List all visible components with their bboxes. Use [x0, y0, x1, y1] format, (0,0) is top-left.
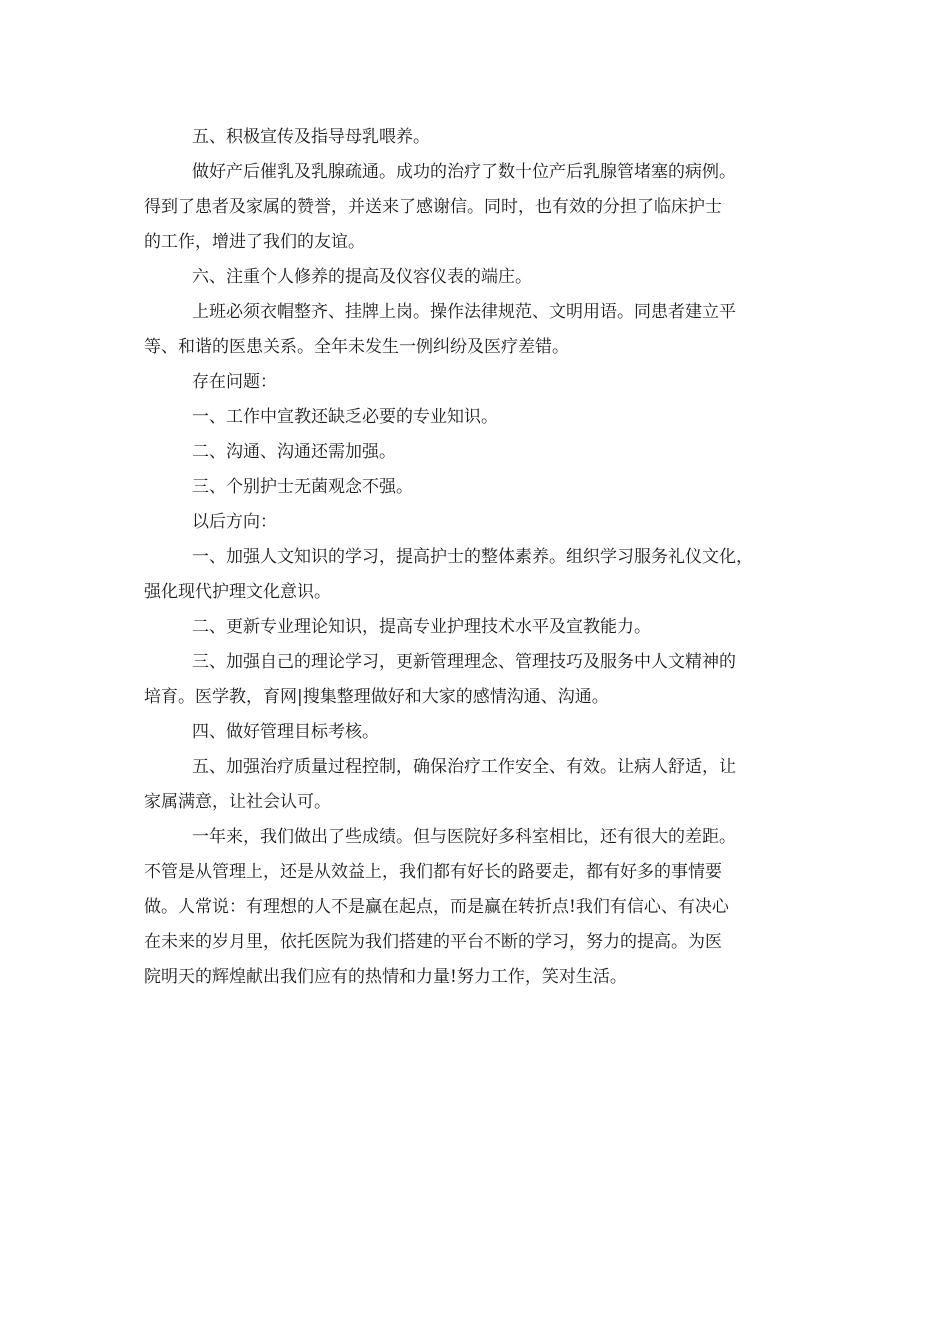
- text-line: 家属满意，让社会认可。: [144, 792, 331, 812]
- text-line: 上班必须衣帽整齐、挂牌上岗。操作法律规范、文明用语。同患者建立平: [192, 302, 736, 322]
- text-line: 一、工作中宣教还缺乏必要的专业知识。: [192, 407, 498, 427]
- text-line: 做。人常说：有理想的人不是赢在起点，而是赢在转折点!我们有信心、有决心: [144, 897, 729, 917]
- text-line: 五、加强治疗质量过程控制，确保治疗工作安全、有效。让病人舒适，让: [192, 757, 736, 777]
- text-line: 四、做好管理目标考核。: [192, 722, 379, 742]
- text-line: 培育。医学教，育网|搜集整理做好和大家的感情沟通、沟通。: [144, 687, 609, 707]
- text-line: 等、和谐的医患关系。全年未发生一例纠纷及医疗差错。: [144, 337, 569, 357]
- text-line: 一年来，我们做出了些成绩。但与医院好多科室相比，还有很大的差距。: [192, 827, 736, 847]
- text-line: 在未来的岁月里，依托医院为我们搭建的平台不断的学习，努力的提高。为医: [144, 932, 722, 952]
- text-line: 不管是从管理上，还是从效益上，我们都有好长的路要走，都有好多的事情要: [144, 862, 722, 882]
- text-line: 三、个别护士无菌观念不强。: [192, 477, 413, 497]
- text-line: 二、更新专业理论知识，提高专业护理技术水平及宣教能力。: [192, 617, 651, 637]
- text-line: 强化现代护理文化意识。: [144, 582, 331, 602]
- text-line: 做好产后催乳及乳腺疏通。成功的治疗了数十位产后乳腺管堵塞的病例。: [192, 162, 736, 182]
- text-line: 三、加强自己的理论学习，更新管理理念、管理技巧及服务中人文精神的: [192, 652, 736, 672]
- text-line: 一、加强人文知识的学习，提高护士的整体素养。组织学习服务礼仪文化，: [192, 547, 753, 567]
- text-line: 院明天的辉煌献出我们应有的热情和力量!努力工作，笑对生活。: [144, 967, 627, 987]
- section-heading-problems: 存在问题：: [192, 372, 277, 392]
- text-line: 六、注重个人修养的提高及仪容仪表的端庄。: [192, 267, 532, 287]
- document-body: [144, 120, 824, 995]
- text-line: 二、沟通、沟通还需加强。: [192, 442, 396, 462]
- text-line: 的工作，增进了我们的友谊。: [144, 232, 365, 252]
- text-line: 得到了患者及家属的赞誉，并送来了感谢信。同时，也有效的分担了临床护士: [144, 197, 722, 217]
- section-heading-direction: 以后方向：: [192, 512, 277, 532]
- text-line: 五、积极宣传及指导母乳喂养。: [192, 127, 430, 147]
